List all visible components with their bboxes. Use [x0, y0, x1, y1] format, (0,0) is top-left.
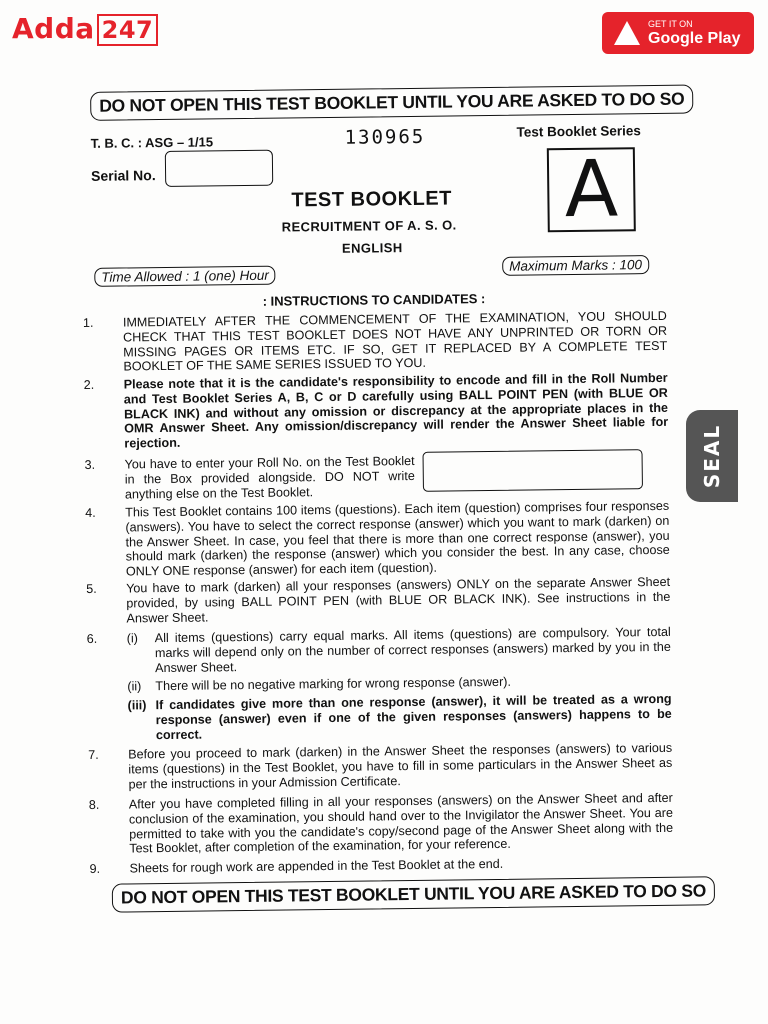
sub-item	[127, 673, 671, 694]
maximum-marks: Maximum Marks : 100	[502, 255, 649, 276]
sub-item-number: (i)	[126, 631, 139, 646]
subject-label: ENGLISH	[341, 240, 403, 256]
instruction-item	[88, 741, 672, 793]
time-allowed: Time Allowed : 1 (one) Hour	[94, 266, 276, 287]
item-number: 3.	[84, 457, 96, 472]
item-text: Before you proceed to mark (darken) in the Answer Sheet the responses (answers) to various items (questions) in the Test Booklet, you have to fill in some particulars in the Answer Sheet as per the instructions in your Admission Certificate.	[128, 740, 673, 792]
brand-name: Adda	[12, 12, 95, 45]
test-booklet-page	[80, 79, 707, 916]
instruction-item	[85, 499, 670, 580]
adda247-logo[interactable]	[12, 12, 158, 45]
roll-number-box[interactable]	[422, 449, 642, 492]
instructions-heading: : INSTRUCTIONS TO CANDIDATES :	[262, 291, 486, 309]
booklet-subtitle: RECRUITMENT OF A. S. O.	[281, 217, 457, 235]
item-text: After you have completed filling in all your responses (answers) on the Answer Sheet and after conclusion of the examination, you should hand over to the Invigilator the Answer Sheet. You are permitted to take with you the candidate's copy/second page of the Answer Sheet along with the Test Booklet, after completion of the examination, for your reference.	[128, 790, 674, 856]
seal-tab	[686, 410, 738, 502]
item-number: 4.	[85, 505, 96, 520]
series-box	[547, 144, 636, 236]
tbc-code: T. B. C. : ASG – 1/15	[90, 134, 214, 151]
instruction-item	[83, 309, 668, 375]
sub-item-text: There will be no negative marking for wrong response (answer).	[155, 675, 511, 694]
sub-item	[127, 625, 672, 676]
google-play-icon	[614, 21, 640, 45]
booklet-title: TEST BOOKLET	[291, 187, 452, 212]
serial-number-field[interactable]	[165, 150, 273, 187]
sub-item-text: If candidates give more than one response (answer), it will be treated as a wrong response (answer) even if one of the given responses (answers) happens to be correct.	[155, 692, 672, 742]
store-badge-big: Google Play	[648, 29, 741, 47]
item-text: You have to enter your Roll No. on the Test Booklet in the Box provided alongside. DO NOT write anything else on the Test Booklet.	[124, 453, 415, 502]
item-number: 2.	[83, 377, 95, 392]
instruction-item	[85, 451, 669, 503]
serial-label: Serial No.	[91, 167, 156, 184]
item-text: This Test Booklet contains 100 items (questions). Each item (question) comprises four responses (answers). You have to select the correct response (answer) which you want to mark (darken) on the Answer Sheet. In case, you feel that there is more than one correct response (answer), you should mark (darken) the response (answer) which you consider the best. In any case, choose ONLY ONE response (answer) for each item (question).	[125, 498, 670, 579]
seal-label: SEAL	[700, 423, 725, 489]
item-text: IMMEDIATELY AFTER THE COMMENCEMENT OF THE EXAMINATION, YOU SHOULD CHECK THAT THIS TEST BOOKLET DOES NOT HAVE ANY UNPRINTED OR TORN OR MISSING PAGES OR ITEMS ETC. IF SO, GET IT REPLACED BY A COMPLETE TEST BOOKLET OF THE SAME SERIES ISSUED TO YOU.	[122, 308, 668, 374]
store-badge-small: GET IT ON	[648, 18, 693, 29]
item-number: 5.	[86, 581, 97, 596]
google-play-button[interactable]	[602, 12, 754, 54]
instruction-item	[86, 575, 670, 627]
brand-number: 247	[97, 14, 159, 46]
instruction-item	[87, 625, 672, 744]
series-letter: A	[564, 144, 619, 236]
top-warning-banner: DO NOT OPEN THIS TEST BOOKLET UNTIL YOU ARE ASKED TO DO SO	[90, 85, 693, 121]
item-number: 6.	[86, 631, 98, 646]
instruction-item	[89, 855, 673, 877]
item-number: 8.	[88, 797, 100, 812]
sub-item-number: (iii)	[127, 698, 147, 713]
item-number: 7.	[88, 747, 99, 762]
item-text: You have to mark (darken) all your responses (answers) ONLY on the separate Answer Sheet provided, by using BALL POINT PEN (with BLUE OR BLACK INK). See instructions in the Answer Sheet.	[126, 574, 671, 626]
series-label: Test Booklet Series	[516, 123, 641, 140]
instruction-item	[89, 791, 674, 857]
booklet-number: 130965	[344, 125, 426, 149]
item-text: Please note that it is the candidate's responsibility to encode and fill in the Roll Number and Test Booklet Series A, B, C or D carefully using BALL POINT PEN (with BLUE OR BLACK INK) and without any omission or discrepancy at the appropriate places in the OMR Answer Sheet. Any omission/discrepancy will render the Answer Sheet liable for rejection.	[123, 370, 669, 451]
instruction-item	[84, 371, 669, 452]
item-number: 9.	[89, 861, 101, 876]
sub-item-number: (ii)	[127, 679, 142, 694]
item-number: 1.	[82, 315, 94, 330]
bottom-warning-banner: DO NOT OPEN THIS TEST BOOKLET UNTIL YOU ARE ASKED TO DO SO	[112, 876, 715, 912]
sub-item	[127, 692, 672, 743]
item-text: Sheets for rough work are appended in the Test Booklet at the end.	[129, 856, 504, 876]
sub-item-text: All items (questions) carry equal marks. All items (questions) are compulsory. Your total marks will depend only on the number of correct responses (answers) marked by you in the Answer Sheet.	[154, 624, 671, 675]
